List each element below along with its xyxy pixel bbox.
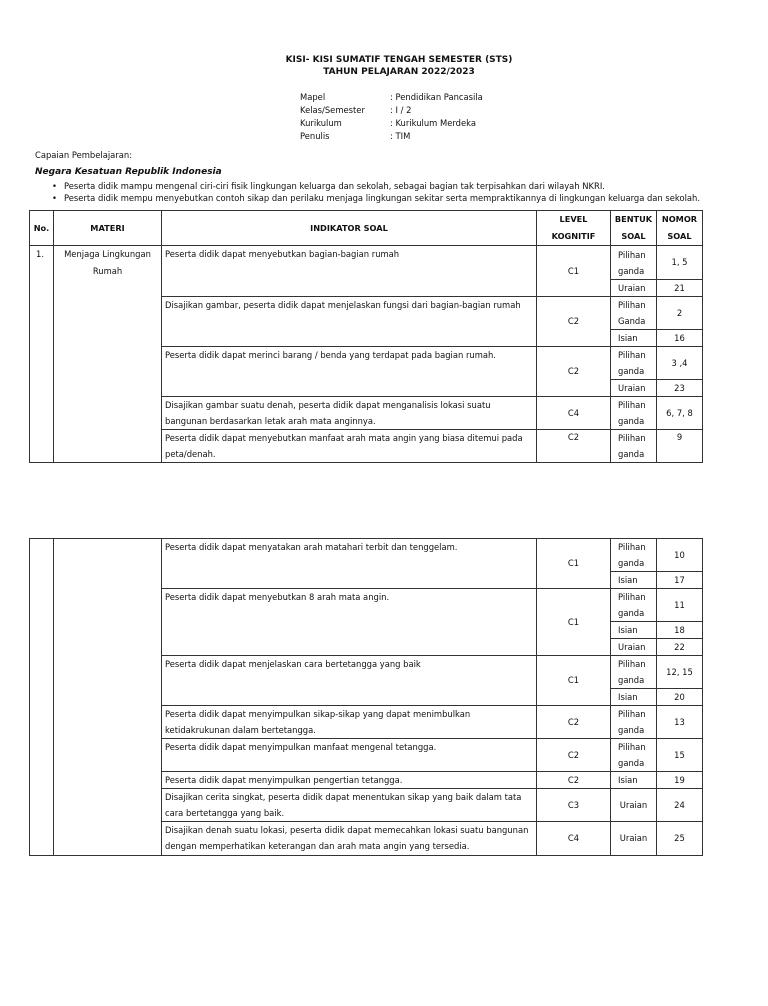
header-bentuk (611, 211, 657, 246)
indikator-cell: Disajikan gambar suatu denah, peserta didik dapat menganalisis lokasi suatu bangunan berdasarkan letak arah mata anginnya. (162, 397, 537, 430)
bentuk-cell: Pilihan ganda (611, 397, 657, 430)
list-item: • Peserta didik mempu menyebutkan contoh sikap dan perilaku menjaga lingkungan sekitar serta mempraktikannya di lingkungan keluarga dan sekolah. (52, 192, 700, 204)
nomor-cell: 25 (657, 822, 703, 856)
table-row (30, 539, 703, 572)
header-nomor-1: NOMOR (661, 214, 698, 224)
header-nomor-2: SOAL (667, 231, 692, 241)
nomor-cell: 10 (657, 539, 703, 572)
bentuk-cell: Isian (611, 622, 657, 639)
level-cell: C1 (537, 656, 611, 706)
indikator-cell: Peserta didik dapat menyimpulkan manfaat mengenal tetangga. (162, 739, 537, 772)
document-title: KISI- KISI SUMATIF TENGAH SEMESTER (STS) (285, 55, 513, 65)
indikator-cell: Peserta didik dapat merinci barang / benda yang terdapat pada bagian rumah. (162, 347, 537, 397)
identity-block (300, 91, 483, 143)
indikator-cell: Peserta didik dapat menyimpulkan sikap-sikap yang dapat menimbulkan ketidakrukunan dalam bertetangga. (162, 706, 537, 739)
nomor-cell: 11 (657, 589, 703, 622)
level-cell: C2 (537, 739, 611, 772)
element-heading: Negara Kesatuan Republik Indonesia (35, 167, 222, 177)
bentuk-cell: Uraian (611, 280, 657, 297)
nomor-cell: 12, 15 (657, 656, 703, 689)
empty-materi-cell (54, 539, 162, 856)
bentuk-cell: Isian (611, 572, 657, 589)
bentuk-cell: Pilihan ganda (611, 246, 657, 280)
nomor-cell: 24 (657, 789, 703, 822)
meta-row-penulis (300, 130, 483, 143)
meta-row-kelas (300, 104, 483, 117)
indikator-cell: Peserta didik dapat menjelaskan cara bertetangga yang baik (162, 656, 537, 706)
table-row (30, 246, 703, 280)
header-level-1: LEVEL (559, 214, 588, 224)
nomor-cell: 18 (657, 622, 703, 639)
bentuk-cell: Pilihan ganda (611, 739, 657, 772)
level-cell: C2 (537, 297, 611, 347)
indikator-cell: Peserta didik dapat menyatakan arah matahari terbit dan tenggelam. (162, 539, 537, 589)
nomor-cell: 1, 5 (657, 246, 703, 280)
meta-key: Mapel (300, 92, 326, 102)
bentuk-cell: Pilihan ganda (611, 539, 657, 572)
meta-value: : Kurikulum Merdeka (390, 118, 476, 128)
nomor-cell: 22 (657, 639, 703, 656)
bentuk-cell: Uraian (611, 789, 657, 822)
meta-value: : I / 2 (390, 105, 412, 115)
bentuk-cell: Isian (611, 689, 657, 706)
indikator-cell: Disajikan cerita singkat, peserta didik dapat menentukan sikap yang baik dalam tata cara bertetangga yang baik. (162, 789, 537, 822)
bentuk-cell: Pilihan ganda (611, 430, 657, 463)
header-bentuk-1: BENTUK (614, 214, 653, 224)
meta-value: : TIM (390, 131, 411, 141)
header-level (537, 211, 611, 246)
bentuk-cell: Pilihan ganda (611, 656, 657, 689)
indikator-cell: Peserta didik dapat menyebutkan manfaat arah mata angin yang biasa ditemui pada peta/denah. (162, 430, 537, 463)
bentuk-cell: Isian (611, 772, 657, 789)
nomor-cell: 3 ,4 (657, 347, 703, 380)
level-cell: C2 (537, 772, 611, 789)
bentuk-cell: Pilihan ganda (611, 706, 657, 739)
nomor-cell: 13 (657, 706, 703, 739)
level-cell: C2 (537, 430, 611, 463)
bentuk-cell: Isian (611, 330, 657, 347)
empty-no-cell (30, 539, 54, 856)
bentuk-cell: Pilihan Ganda (611, 297, 657, 330)
kisi-table-part-2 (29, 538, 703, 856)
nomor-cell: 23 (657, 380, 703, 397)
nomor-cell: 9 (657, 430, 703, 463)
list-item: • Peserta didik mampu mengenal ciri-ciri fisik lingkungan keluarga dan sekolah, sebagai bagian tak terpisahkan dari wilayah NKRI. (52, 180, 700, 192)
level-cell: C4 (537, 822, 611, 856)
header-materi: MATERI (54, 211, 162, 246)
level-cell: C1 (537, 539, 611, 589)
bentuk-cell: Uraian (611, 380, 657, 397)
indikator-cell: Peserta didik dapat menyebutkan 8 arah mata angin. (162, 589, 537, 656)
level-cell: C1 (537, 246, 611, 297)
bentuk-cell: Uraian (611, 822, 657, 856)
indikator-cell: Peserta didik dapat menyebutkan bagian-bagian rumah (162, 246, 537, 297)
capaian-list (52, 180, 700, 204)
nomor-cell: 21 (657, 280, 703, 297)
level-cell: C2 (537, 706, 611, 739)
header-no: No. (30, 211, 54, 246)
header-indikator: INDIKATOR SOAL (162, 211, 537, 246)
capaian-label: Capaian Pembelajaran: (35, 150, 133, 160)
meta-row-mapel (300, 91, 483, 104)
nomor-cell: 15 (657, 739, 703, 772)
header-bentuk-2: SOAL (621, 231, 646, 241)
nomor-cell: 16 (657, 330, 703, 347)
nomor-cell: 2 (657, 297, 703, 330)
meta-key: Penulis (300, 131, 330, 141)
indikator-cell: Peserta didik dapat menyimpulkan pengertian tetangga. (162, 772, 537, 789)
bentuk-cell: Pilihan ganda (611, 589, 657, 622)
level-cell: C1 (537, 589, 611, 656)
nomor-cell: 19 (657, 772, 703, 789)
nomor-cell: 17 (657, 572, 703, 589)
meta-key: Kurikulum (300, 118, 342, 128)
indikator-cell: Disajikan gambar, peserta didik dapat menjelaskan fungsi dari bagian-bagian rumah (162, 297, 537, 347)
meta-row-kurikulum (300, 117, 483, 130)
bentuk-cell: Pilihan ganda (611, 347, 657, 380)
bentuk-cell: Uraian (611, 639, 657, 656)
table-header-row (30, 211, 703, 246)
nomor-cell: 6, 7, 8 (657, 397, 703, 430)
document-subtitle: TAHUN PELAJARAN 2022/2023 (323, 67, 475, 77)
header-nomor (657, 211, 703, 246)
header-level-2: KOGNITIF (551, 231, 596, 241)
materi-cell: Menjaga Lingkungan Rumah (54, 246, 162, 463)
row-number: 1. (30, 246, 54, 463)
indikator-cell: Disajikan denah suatu lokasi, peserta didik dapat memecahkan lokasi suatu bangunan dengan memperhatikan keterangan dan arah mata angin yang tersedia. (162, 822, 537, 856)
level-cell: C3 (537, 789, 611, 822)
level-cell: C2 (537, 347, 611, 397)
level-cell: C4 (537, 397, 611, 430)
meta-value: : Pendidikan Pancasila (390, 92, 483, 102)
nomor-cell: 20 (657, 689, 703, 706)
meta-key: Kelas/Semester (300, 105, 365, 115)
kisi-table-part-1 (29, 210, 703, 463)
